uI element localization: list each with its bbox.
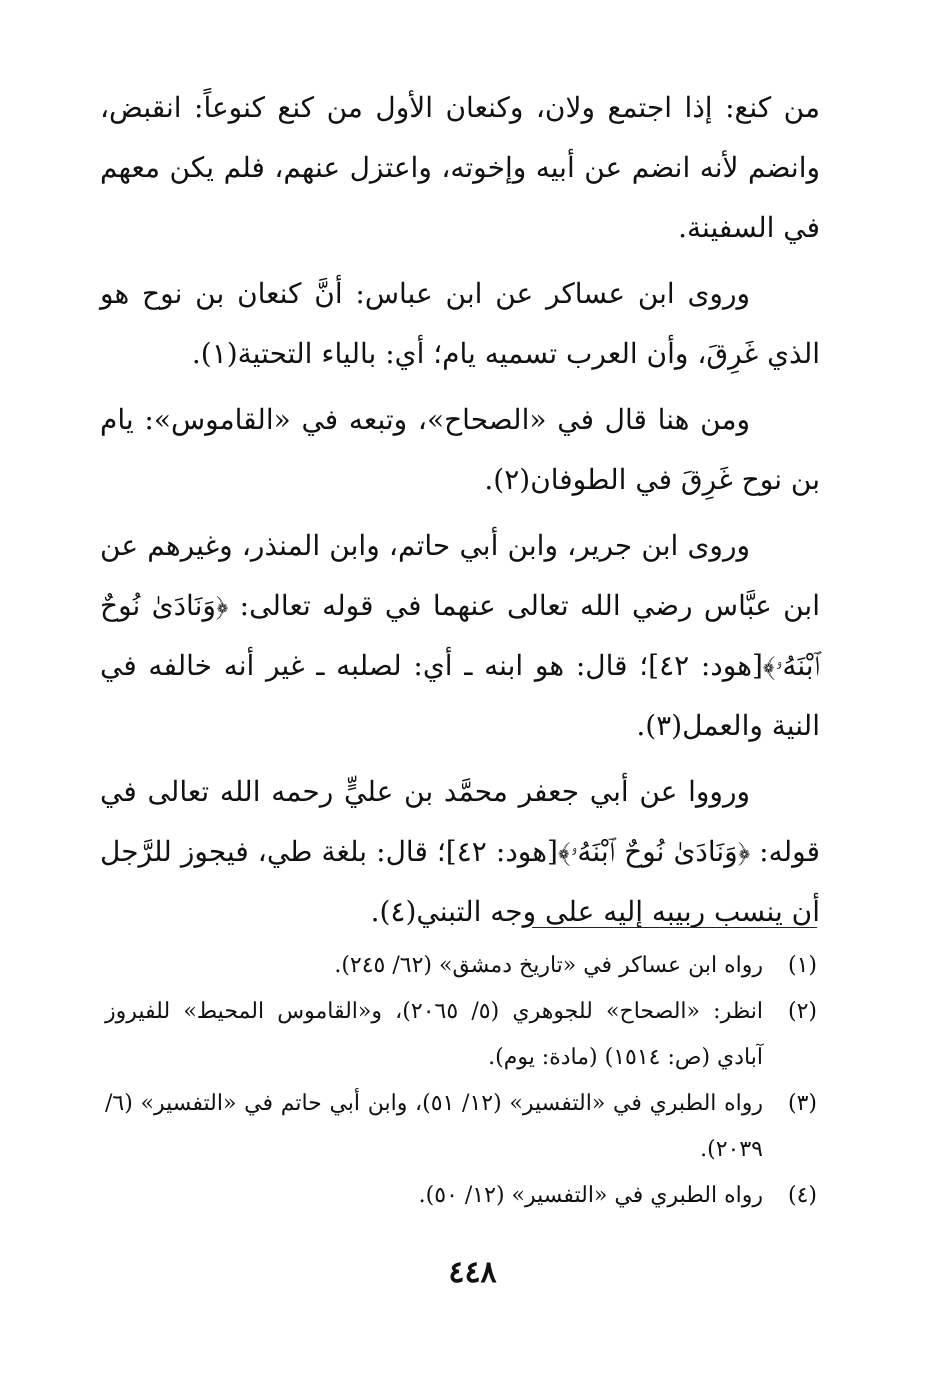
- paragraph-1: من كنع: إذا اجتمع ولان، وكنعان الأول من كنع كنوعاً: انقبض، وانضم لأنه انضم عن أبيه وإخوته، واعتزل عنهم، فلم يكن معهم في السفينة.: [100, 91, 820, 244]
- footnote-3: [105, 1081, 817, 1173]
- footnote-divider: [532, 927, 817, 928]
- page-number: ٤٤٨: [448, 1255, 497, 1290]
- footnote-text: رواه ابن عساكر في «تاريخ دمشق» (٦٢/ ٢٤٥).: [334, 953, 763, 978]
- paragraph-5: ورووا عن أبي جعفر محمَّد بن عليٍّ رحمه الله تعالى في قوله: ﴿وَنَادَىٰ نُوحٌ ٱبْنَهُۥ﴾[هود: ٤٢]؛ قال: بلغة طي، فيجوز للرَّجل أن ينسب ربيبه إليه على وجه التبني(٤).: [100, 775, 821, 928]
- paragraph-2: وروى ابن عساكر عن ابن عباس: أنَّ كنعان بن نوح هو الذي غَرِقَ، وأن العرب تسميه يام؛ أي: بالياء التحتية(١).: [100, 277, 820, 370]
- footnote-number: (١): [787, 953, 817, 978]
- footnotes: [105, 943, 817, 1219]
- footnote-text: انظر: «الصحاح» للجوهري (٥/ ٢٠٦٥)، و«القاموس المحيط» للفيروز آبادي (ص: ١٥١٤) (مادة: يوم).: [105, 999, 764, 1070]
- paragraph-4: وروى ابن جرير، وابن أبي حاتم، وابن المنذر، وغيرهم عن ابن عبَّاس رضي الله تعالى عنهما في قوله تعالى: ﴿وَنَادَىٰ نُوحٌ ٱبْنَهُۥ﴾[هود: ٤٢]؛ قال: هو ابنه ـ أي: لصلبه ـ غير أنه خالفه في النية والعمل(٣).: [100, 529, 820, 742]
- main-text: [100, 78, 820, 942]
- footnote-number: (٣): [787, 1091, 817, 1116]
- footnote-1: [105, 943, 817, 989]
- paragraph-3: ومن هنا قال في «الصحاح»، وتبعه في «القاموس»: يام بن نوح غَرِقَ في الطوفان(٢).: [100, 403, 820, 496]
- footnote-4: [105, 1173, 817, 1219]
- footnote-2: [105, 989, 817, 1081]
- footnote-number: (٤): [787, 1183, 817, 1208]
- footnote-text: رواه الطبري في «التفسير» (١٢/ ٥١)، وابن أبي حاتم في «التفسير» (٦/ ٢٠٣٩).: [105, 1091, 764, 1162]
- footnote-number: (٢): [787, 999, 817, 1024]
- footnote-text: رواه الطبري في «التفسير» (١٢/ ٥٠).: [418, 1183, 763, 1208]
